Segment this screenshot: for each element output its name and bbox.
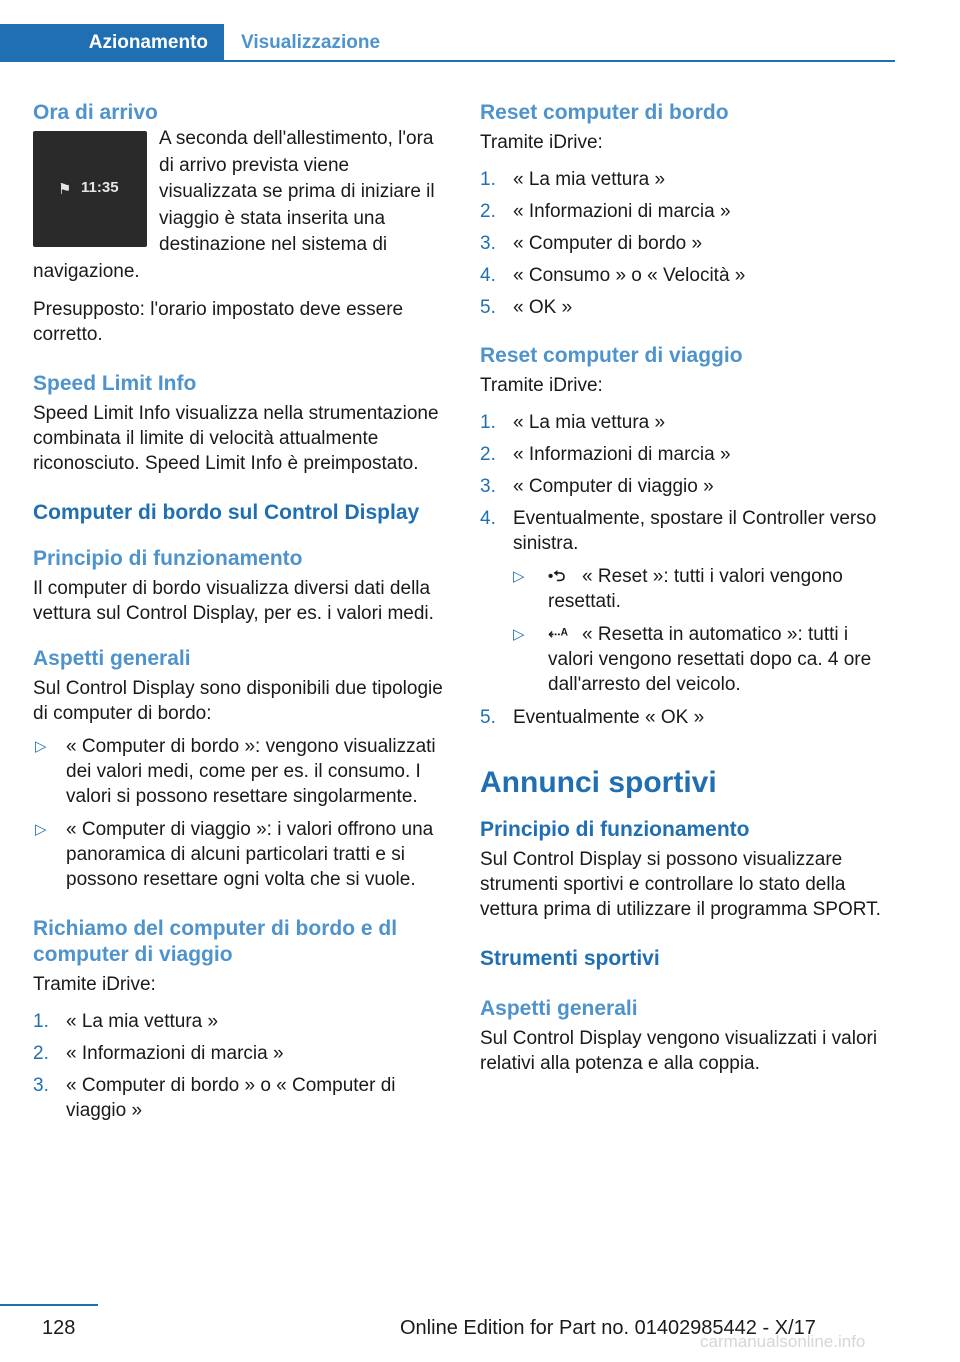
header [0,24,895,62]
arrival-text: A seconda dell'allestimento, l'ora di arrivo prevista viene visualizzata se prima di iniziare il viaggio è stata inserita una destinazione nel sistema di navigazione. [33,128,435,282]
triangle-bullet-icon: ▷ [513,626,525,643]
reset-trip-steps [480,410,898,730]
arrival-time-display [33,131,147,247]
onboard-computer-title: Computer di bordo sul Control Display [33,501,420,524]
triangle-bullet-icon: ▷ [35,821,47,838]
list-item: 4. Eventualmente, spostare il Controller verso sinistra. ▷ •⮌ « Reset »: tutti i valori vengono resettati. ▷ ⇠ᴬ « Resetta in automatico »: tutti i valori vengono resettati dopo ca. 4 ore dall'arresto del veicolo. [480,506,898,697]
list-item: ▷ « Computer di bordo »: vengono visualizzati dei valori medi, come per es. il consumo. I valori si possono resettare singolarmente. [35,736,436,807]
call-steps [33,1009,448,1123]
list-item: 5. Eventualmente « OK » [480,707,705,728]
list-item: 1. « La mia vettura » [33,1011,219,1032]
page-number: 128 [42,1317,76,1339]
general-title: Aspetti generali [33,647,191,670]
arrival-block [33,126,448,285]
list-item: 1. « La mia vettura » [480,169,666,190]
edition-text: Online Edition for Part no. 01402985442 - X/17 [400,1317,816,1339]
sport-principle-title: Principio di funzionamento [480,818,750,841]
arrival-time-value: 11:35 [81,179,119,196]
list-item: ▷ ⇠ᴬ « Resetta in automatico »: tutti i valori vengono resettati dopo ca. 4 ore dall'arresto del veicolo. [513,624,872,695]
tab-visualizzazione[interactable]: Visualizzazione [241,32,381,53]
sport-general-text: Sul Control Display vengono visualizzati i valori relativi alla potenza e alla coppia. [480,1028,878,1074]
list-item: ▷ •⮌ « Reset »: tutti i valori vengono resettati. [513,566,843,612]
navigation-flag-icon: ⚑ [58,181,72,198]
reset-onboard-intro: Tramite iDrive: [480,132,603,153]
tab-azionamento[interactable]: Azionamento [0,24,224,62]
list-item: 2. « Informazioni di marcia » [480,201,731,222]
arrival-prereq: Presupposto: l'orario impostato deve essere corretto. [33,299,404,345]
reset-options [513,564,898,697]
reset-trip-title: Reset computer di viaggio [480,344,743,367]
reset-icon: •⮌ [548,568,566,585]
arrival-title: Ora di arrivo [33,101,158,124]
list-item: 3. « Computer di bordo » o « Computer di viaggio » [33,1075,396,1121]
watermark: carmanualsonline.info [700,1332,866,1351]
call-computer-title: Richiamo del computer di bordo e dl computer di viaggio [33,917,398,966]
general-text: Sul Control Display sono disponibili due tipologie di computer di bordo: [33,678,443,724]
footer-divider [0,1304,98,1306]
list-item: 2. « Informazioni di marcia » [480,444,731,465]
triangle-bullet-icon: ▷ [35,738,47,755]
speed-limit-title: Speed Limit Info [33,372,197,395]
reset-trip-intro: Tramite iDrive: [480,375,603,396]
sport-principle-text: Sul Control Display si possono visualizzare strumenti sportivi e controllare lo stato della vettura prima di utilizzare il programma SPORT. [480,849,881,920]
list-item: 3. « Computer di bordo » [480,233,703,254]
sport-instruments-title: Strumenti sportivi [480,947,660,970]
auto-reset-icon: ⇠ᴬ [548,626,568,643]
list-item: 4. « Consumo » o « Velocità » [480,265,746,286]
right-column [480,100,898,1076]
sport-general-title: Aspetti generali [480,997,638,1020]
reset-onboard-title: Reset computer di bordo [480,101,729,124]
principle-title: Principio di funzionamento [33,547,303,570]
list-item: ▷ « Computer di viaggio »: i valori offrono una panoramica di alcuni particolari tratti e si possono resettare ogni volta che si vuole. [35,819,434,890]
principle-text: Il computer di bordo visualizza diversi dati della vettura sul Control Display, per es. i valori medi. [33,578,434,624]
triangle-bullet-icon: ▷ [513,568,525,585]
computer-type-list [33,734,448,892]
header-divider [0,60,895,62]
sport-title: Annunci sportivi [480,766,717,799]
list-item: 5. « OK » [480,297,573,318]
list-item: 2. « Informazioni di marcia » [33,1043,284,1064]
call-intro: Tramite iDrive: [33,974,156,995]
speed-limit-text: Speed Limit Info visualizza nella strumentazione combinata il limite di velocità attualmente riconosciuto. Speed Limit Info è preimpostato. [33,403,439,474]
list-item: 1. « La mia vettura » [480,412,666,433]
left-column [33,100,448,1130]
reset-onboard-steps [480,167,898,320]
list-item: 3. « Computer di viaggio » [480,476,714,497]
